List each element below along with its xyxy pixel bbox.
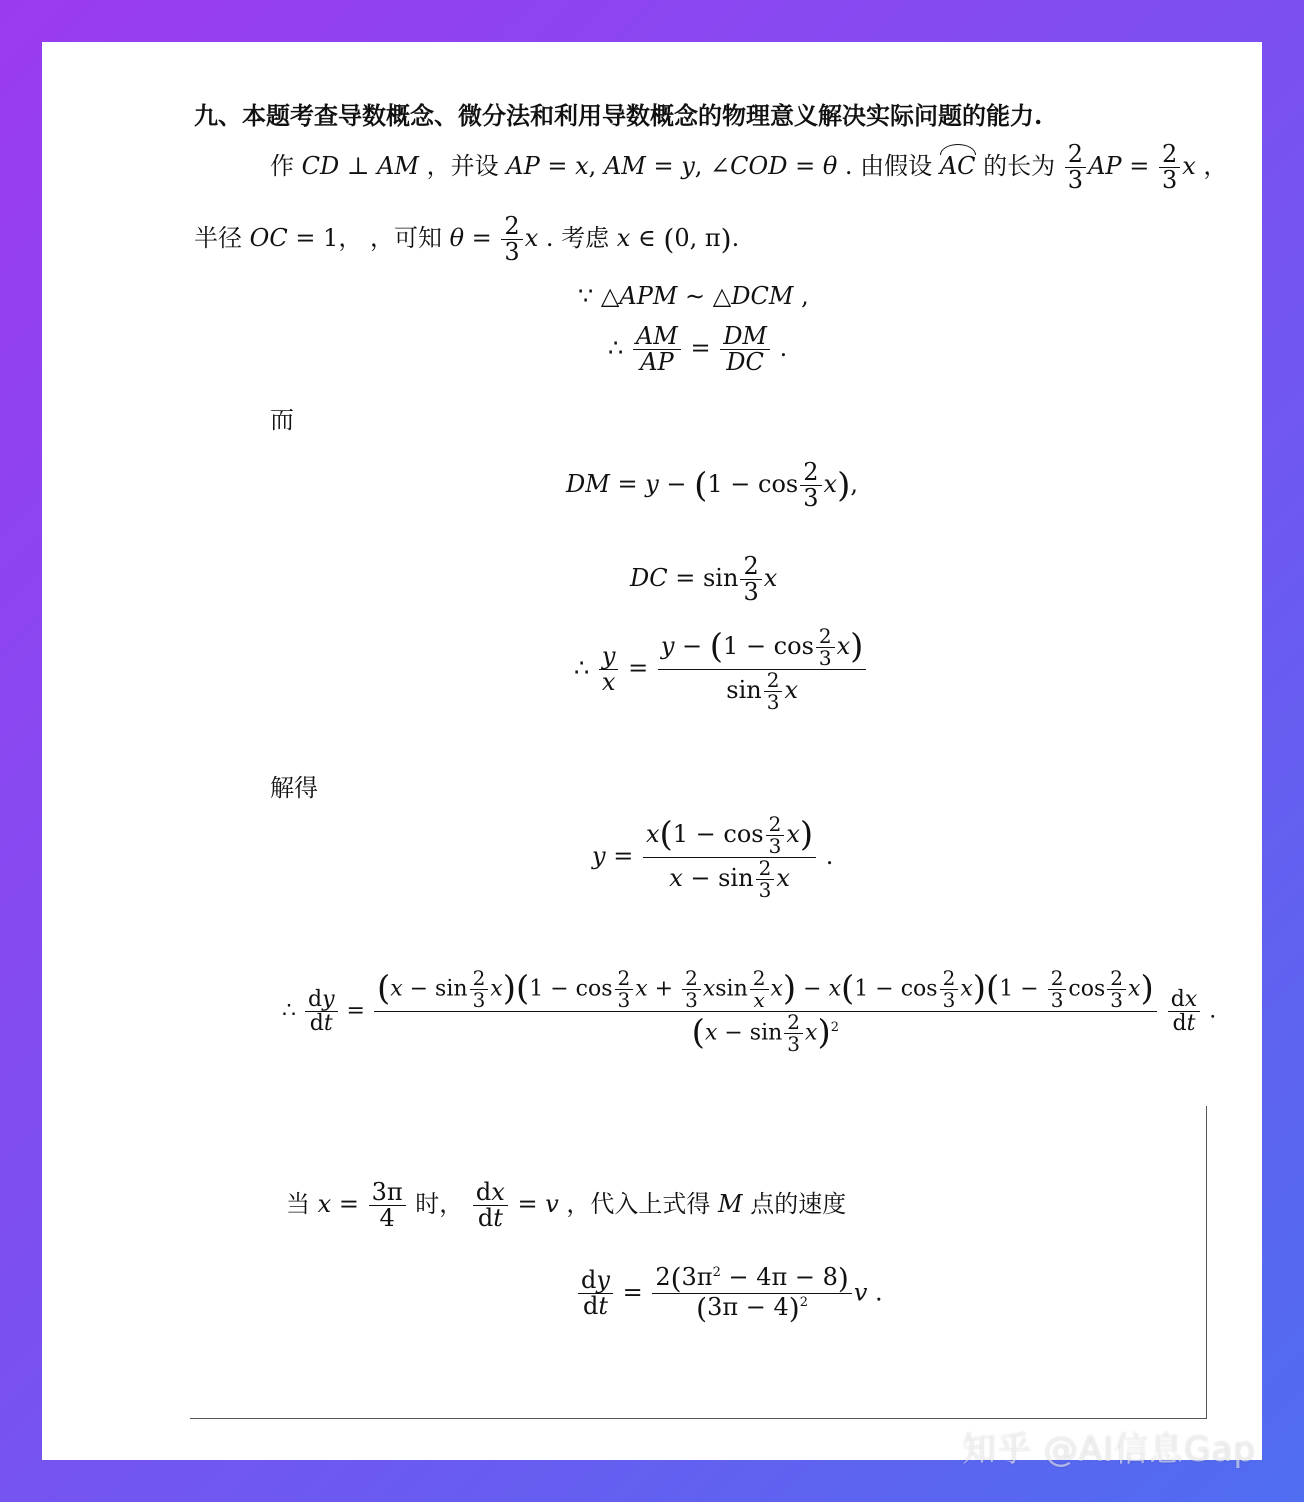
equation-ratio: ∴ $\frac{AM}{AP}$ = $\frac{DM}{DC}$ .	[608, 322, 788, 377]
divider-right	[1206, 1106, 1207, 1419]
paragraph-radius: 半径 OC = 1， ，可知 θ = $\frac{2}{3}$ x . 考虑 x ∈ (0, π).	[194, 212, 740, 267]
text-segment: . 由假设	[844, 152, 933, 181]
equation-dc: DC = sin $\frac{2}{3}$ x	[630, 552, 778, 607]
text-segment: 半径	[194, 224, 242, 253]
watermark: 知乎 @AI信息Gap	[962, 1430, 1256, 1470]
equation-dm: DM = y − (1 − cos $\frac{2}{3}$ x),	[566, 458, 858, 513]
connector-solve: 解得	[270, 774, 318, 802]
text-segment: ，并设	[426, 152, 499, 181]
text-segment: ，可知	[369, 224, 442, 253]
equation-derivative: ∴ $\frac{dy}{dt}$ = (x − sin $\frac{2}{3}$ x)(1 − cos $\frac{2}{3}$ x + $\frac{2}{3}$ xsin $\frac{2}{x}$ x) − x(1 − cos $\frac{2}{3}$ x)(1 − $\frac{2}{3}$ cos $\frac{2}{3}$ x) (x − sin $\frac{2}{3}$ x)$^2$ $\frac{dx}{dt}$ .	[282, 966, 1217, 1056]
connector-and: 而	[270, 406, 294, 434]
paragraph-speed: 当 x = $\frac{3\pi}{4}$ 时， $\frac{dx}{dt}$ = v ，代入上式得 M 点的速度	[286, 1178, 847, 1233]
paragraph-setup: 作 CD ⊥ AM ，并设 AP = x, AM = y, ∠COD = θ . 由假设 AC 的长为 $\frac{2}{3}$ AP = $\frac{2}{3}$ x ，	[270, 140, 1228, 195]
text-segment: 点的速度	[750, 1190, 847, 1219]
equation-final-speed: $\frac{dy}{dt}$ = $\frac{2(3\pi^2 - 4\pi - 8)}{(3\pi - 4)^2}$ v .	[576, 1264, 883, 1324]
text-segment: 当	[286, 1190, 310, 1219]
equation-y-solution: y = x(1 − cos $\frac{2}{3}$ x) x − sin $\frac{2}{3}$ x .	[592, 812, 834, 902]
divider-bottom	[190, 1418, 1206, 1419]
text-segment: 作	[270, 152, 294, 181]
text-segment: 时，	[415, 1190, 464, 1219]
problem-heading: 九、本题考查导数概念、微分法和利用导数概念的物理意义解决实际问题的能力.	[194, 101, 1043, 130]
text-segment: . 考虑	[545, 224, 610, 253]
text-segment: ，代入上式得	[566, 1190, 711, 1219]
equation-y-over-x: ∴ $\frac{y}{x}$ = y − (1 − cos $\frac{2}{3}$ x) sin $\frac{2}{3}$ x	[574, 626, 868, 713]
equation-similar-triangles: ∵ △APM ∼ △DCM ,	[578, 282, 809, 310]
text-segment: ，	[1203, 152, 1228, 181]
document-page	[42, 42, 1262, 1460]
text-segment: 的长为	[983, 152, 1056, 181]
